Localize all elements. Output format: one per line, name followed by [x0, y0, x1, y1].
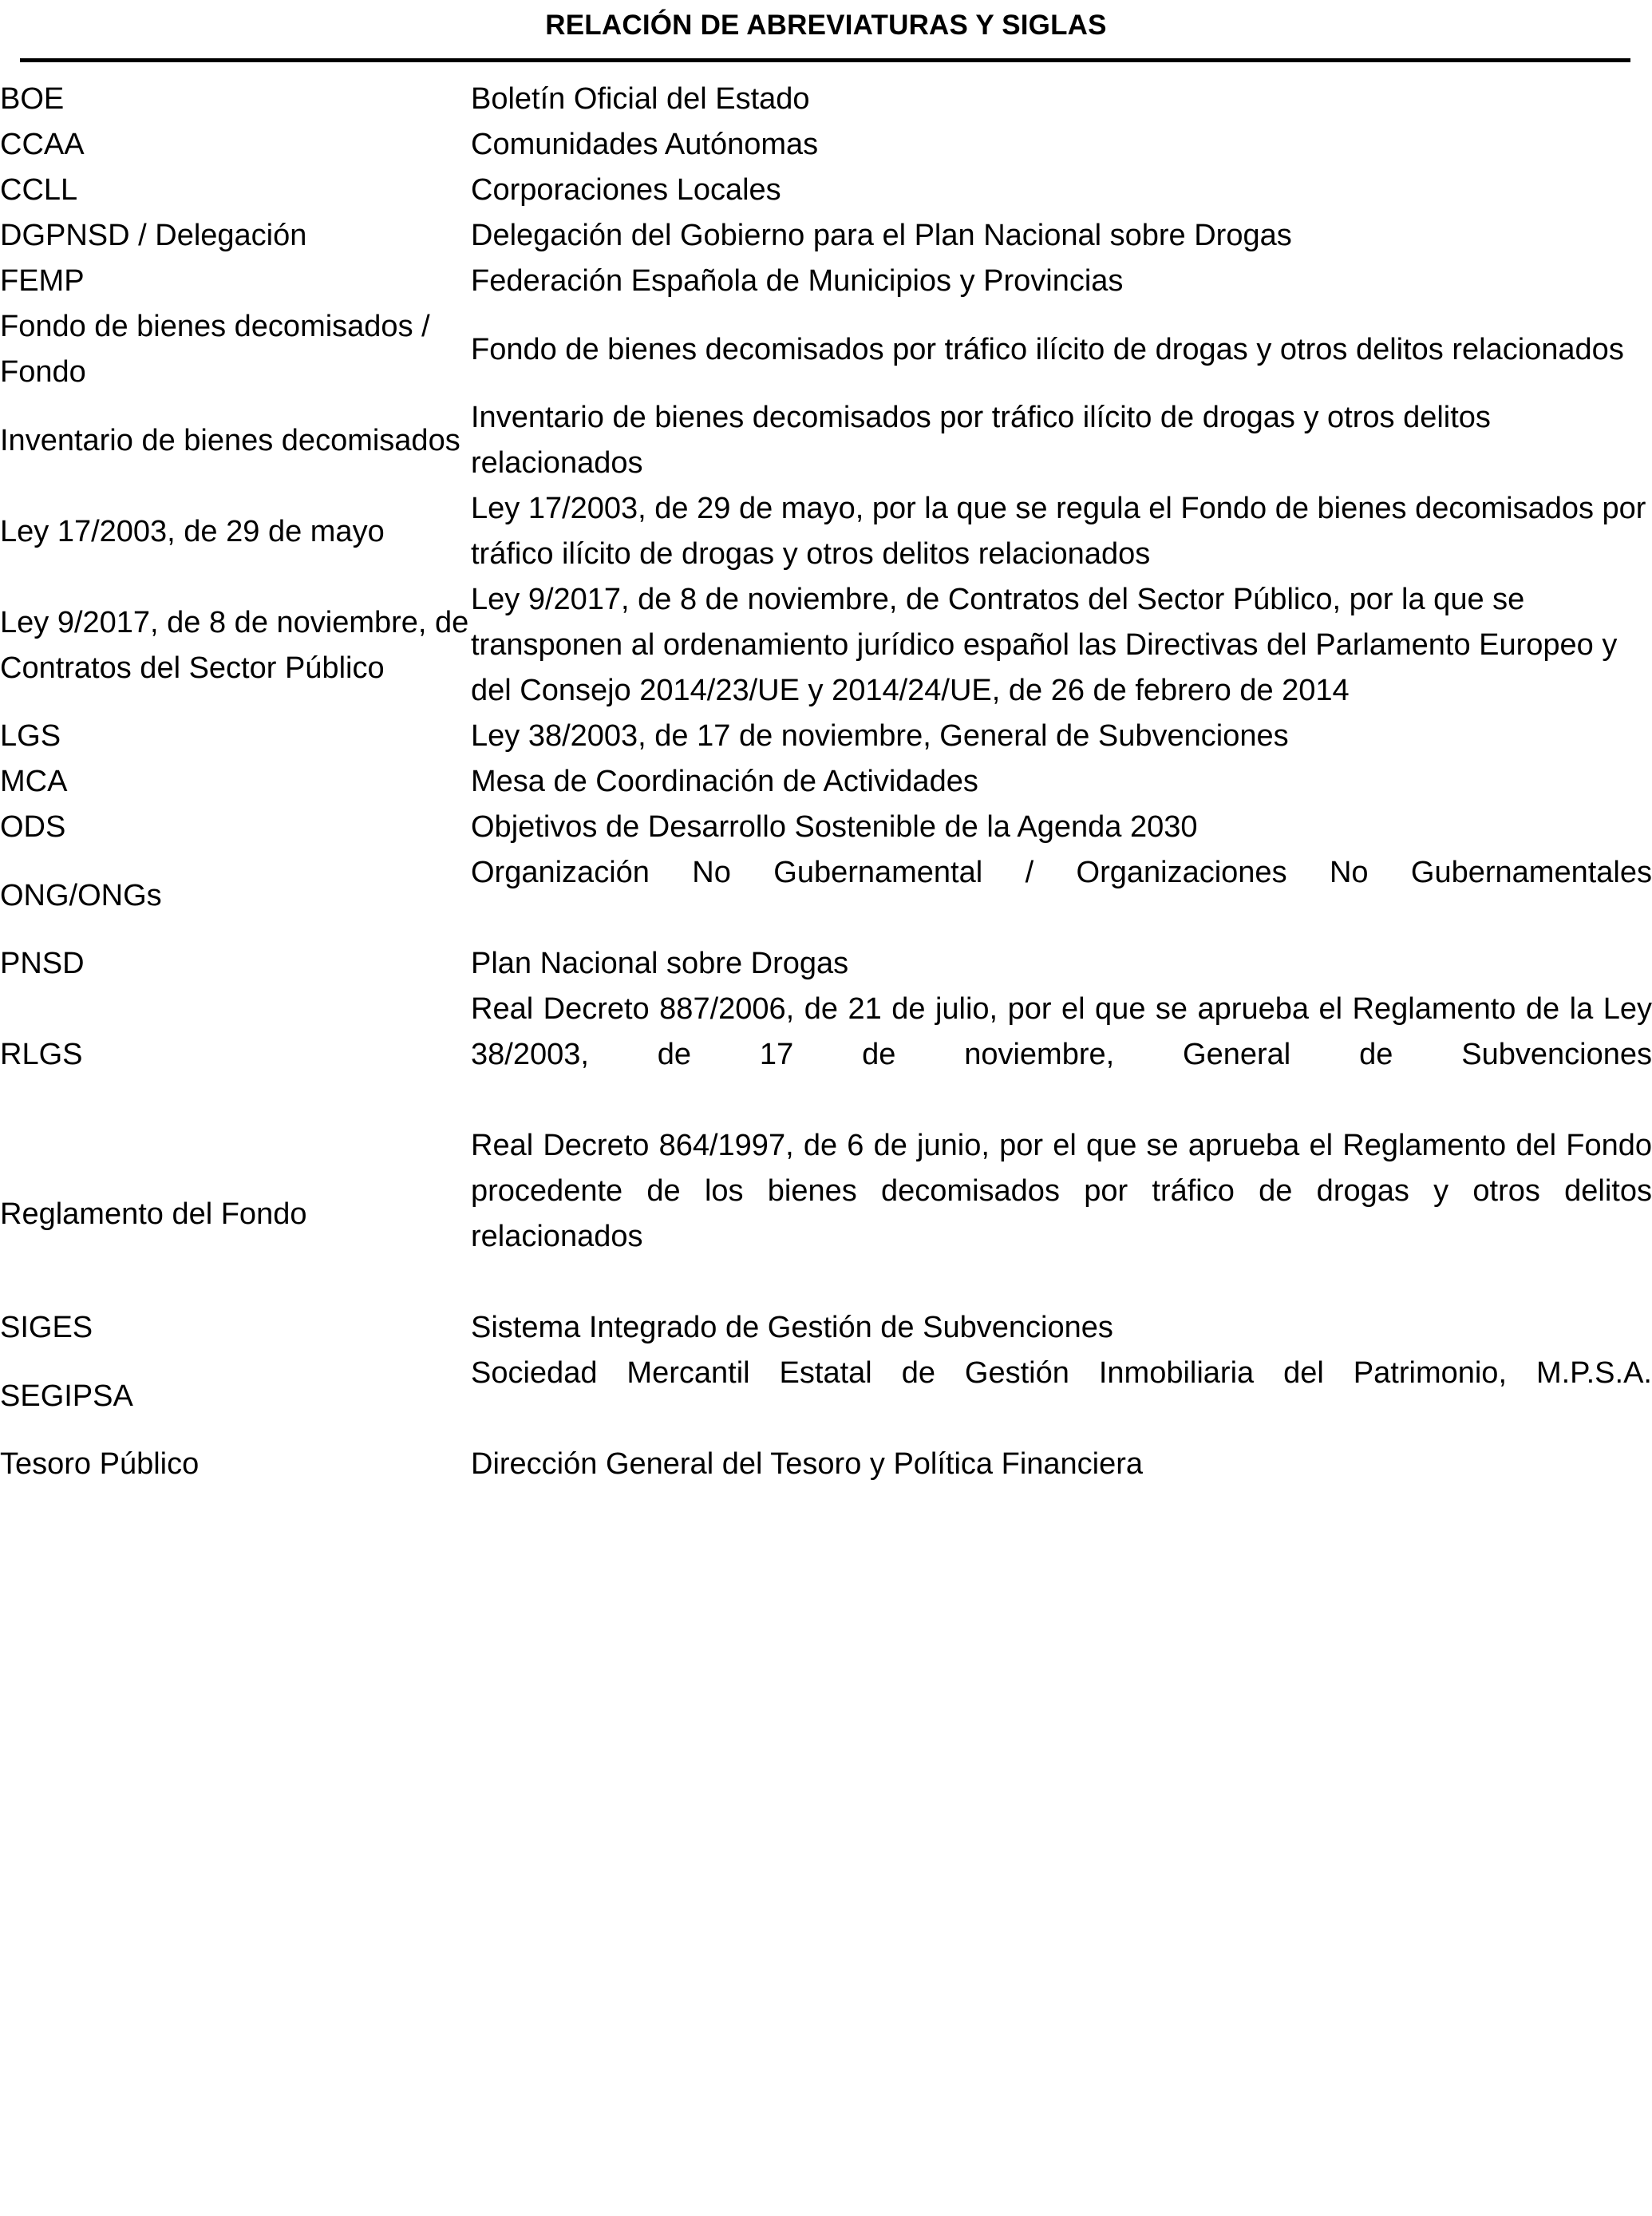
- table-row: [0, 1305, 1652, 1351]
- table-row: [0, 486, 1652, 577]
- table-row: [0, 850, 1652, 941]
- abbreviation-term: LGS: [0, 719, 61, 753]
- table-row: [0, 259, 1652, 304]
- abbreviation-definition: Inventario de bienes decomisados por tráfico ilícito de drogas y otros delitos relacionados: [471, 401, 1491, 480]
- table-row: [0, 1123, 1652, 1305]
- abbreviation-term: DGPNSD / Delegación: [0, 219, 307, 252]
- table-row: [0, 1351, 1652, 1442]
- abbreviation-definition: [471, 987, 1652, 1123]
- abbreviation-term: BOE: [0, 82, 65, 116]
- table-row: [0, 941, 1652, 987]
- abbreviation-term: Reglamento del Fondo: [0, 1197, 307, 1231]
- abbreviation-definition-text: Real Decreto 887/2006, de 21 de julio, por el que se aprueba el Reglamento de la Ley 38/2003, de 17 de noviembre, General de Subvenciones: [471, 992, 1652, 1071]
- abbreviation-term: SEGIPSA: [0, 1379, 133, 1413]
- abbreviation-term: Ley 9/2017, de 8 de noviembre, de Contratos del Sector Público: [0, 605, 469, 685]
- table-row: [0, 577, 1652, 714]
- table-row: [0, 714, 1652, 759]
- page-title: RELACIÓN DE ABREVIATURAS Y SIGLAS: [545, 10, 1107, 41]
- table-row: [0, 122, 1652, 168]
- abbreviation-definition-text: Sociedad Mercantil Estatal de Gestión Inmobiliaria del Patrimonio, M.P.S.A.: [471, 1356, 1652, 1390]
- header-divider: [20, 58, 1630, 62]
- abbreviation-term: Inventario de bienes decomisados: [0, 423, 460, 457]
- table-row: [0, 1442, 1652, 1487]
- abbreviation-definition: Sistema Integrado de Gestión de Subvenciones: [471, 1311, 1113, 1344]
- table-row: [0, 805, 1652, 850]
- abbreviation-term: Fondo de bienes decomisados / Fondo: [0, 310, 430, 389]
- table-row: [0, 213, 1652, 259]
- abbreviation-definition: Federación Española de Municipios y Provincias: [471, 264, 1124, 298]
- abbreviation-term: CCLL: [0, 173, 78, 207]
- abbreviation-term: MCA: [0, 765, 68, 798]
- table-row: [0, 77, 1652, 122]
- table-row: [0, 987, 1652, 1123]
- abbreviation-term: PNSD: [0, 947, 85, 980]
- abbreviation-definition: Mesa de Coordinación de Actividades: [471, 765, 978, 798]
- abbreviation-definition: [471, 1351, 1652, 1442]
- abbreviation-term: Tesoro Público: [0, 1447, 200, 1481]
- table-row: [0, 304, 1652, 395]
- abbreviation-definition: Comunidades Autónomas: [471, 128, 819, 161]
- table-row: [0, 168, 1652, 213]
- abbreviation-term: Ley 17/2003, de 29 de mayo: [0, 514, 385, 548]
- abbreviation-definition: Corporaciones Locales: [471, 173, 781, 207]
- abbreviation-term: FEMP: [0, 264, 85, 298]
- abbreviation-definition: Ley 38/2003, de 17 de noviembre, General de Subvenciones: [471, 719, 1289, 753]
- abbreviations-table-body: [0, 77, 1652, 1487]
- abbreviation-definition: Ley 17/2003, de 29 de mayo, por la que se regula el Fondo de bienes decomisados por tráfico ilícito de drogas y otros delitos relacionados: [471, 492, 1646, 571]
- abbreviation-definition: Fondo de bienes decomisados por tráfico ilícito de drogas y otros delitos relacionados: [471, 332, 1624, 366]
- abbreviation-definition: Ley 9/2017, de 8 de noviembre, de Contratos del Sector Público, por la que se transponen al ordenamiento jurídico español las Directivas del Parlamento Europeo y del Consejo 2014/23/UE y 2014/24/UE, de 26 de febrero de 2014: [471, 583, 1618, 707]
- abbreviation-definition: Plan Nacional sobre Drogas: [471, 947, 849, 980]
- abbreviation-term: CCAA: [0, 128, 85, 161]
- abbreviations-table: [0, 77, 1652, 1487]
- abbreviation-definition: [471, 850, 1652, 941]
- abbreviation-definition-text: Real Decreto 864/1997, de 6 de junio, por el que se aprueba el Reglamento del Fondo procedente de los bienes decomisados por tráfico de drogas y otros delitos relacionados: [471, 1129, 1652, 1253]
- abbreviation-term: ONG/ONGs: [0, 878, 162, 912]
- abbreviation-definition: Delegación del Gobierno para el Plan Nacional sobre Drogas: [471, 219, 1292, 252]
- table-row: [0, 759, 1652, 805]
- abbreviation-definition: Objetivos de Desarrollo Sostenible de la Agenda 2030: [471, 810, 1198, 844]
- abbreviation-definition-text: Organización No Gubernamental / Organizaciones No Gubernamentales: [471, 856, 1652, 889]
- abbreviation-term: SIGES: [0, 1311, 93, 1344]
- abbreviation-definition: Boletín Oficial del Estado: [471, 82, 810, 116]
- abbreviation-term: ODS: [0, 810, 66, 844]
- abbreviation-definition: Dirección General del Tesoro y Política Financiera: [471, 1447, 1144, 1481]
- table-row: [0, 395, 1652, 486]
- abbreviation-term: RLGS: [0, 1038, 83, 1071]
- abbreviation-definition: [471, 1123, 1652, 1305]
